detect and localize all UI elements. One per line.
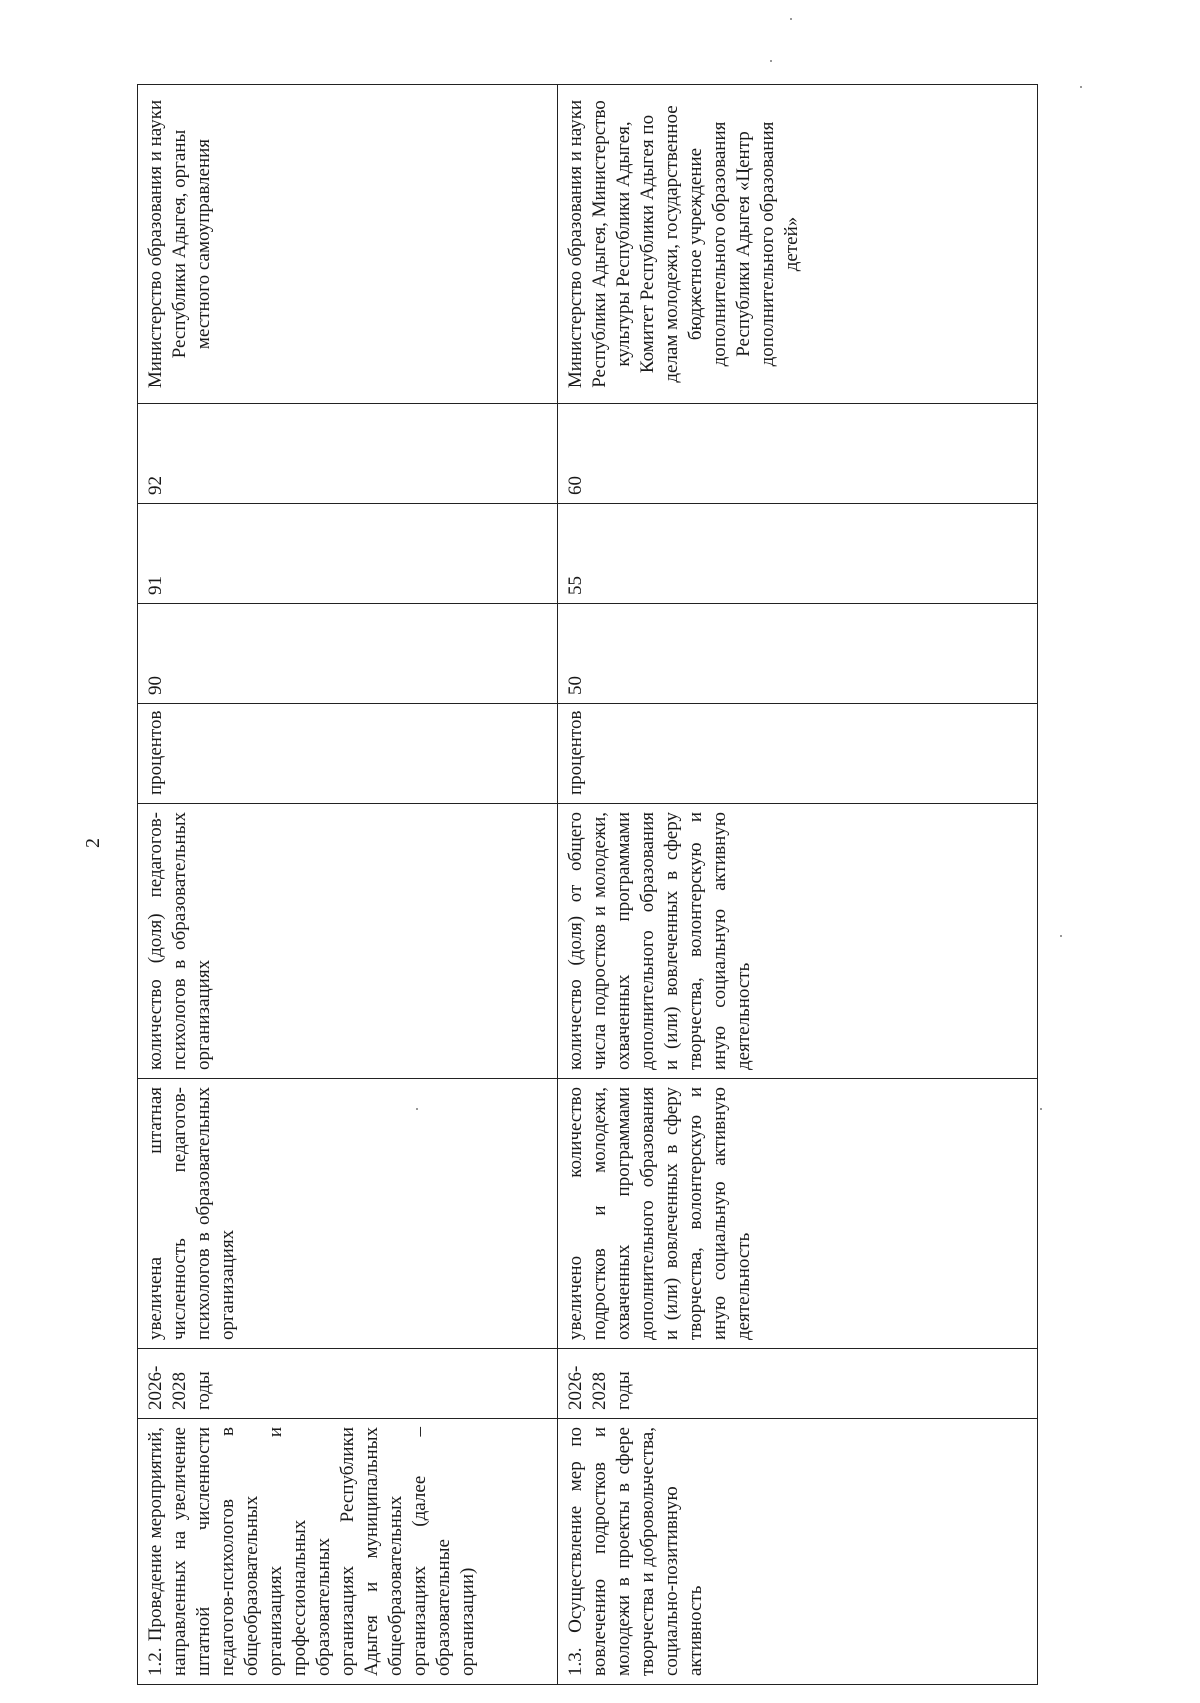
table-row [558,85,1038,1685]
scan-speck [1060,935,1062,937]
unit-cell: процентов [138,704,558,804]
value-2026-cell: 50 [558,604,1038,704]
value-2027-cell: 55 [558,504,1038,604]
scan-speck [790,18,792,20]
responsible-cell: Министерство образования и науки Республики Адыгея, органы местного самоуправления [138,85,558,404]
scan-speck [416,1108,418,1110]
period-cell: 2026-2028 годы [558,1349,1038,1419]
value-2028-cell: 92 [138,404,558,504]
value-2027-cell: 91 [138,504,558,604]
scan-speck [1040,1108,1042,1110]
scan-speck [1080,86,1082,88]
measure-cell: 1.3. Осуществление мер по вовлечению подростков и молодежи в проекты в сфере творчества и добровольчества, социально-позитивную активность [558,1419,1038,1685]
measure-cell: 1.2. Проведение мероприятий, направленных на увеличение штатной численности педагогов-психологов в общеобразовательных организациях и профессиональных образовательных организациях Республики Адыгея и муниципальных общеобразовательных организациях (далее – образовательные организации) [138,1419,558,1685]
table-row [138,85,558,1685]
period-cell: 2026-2028 годы [138,1349,558,1419]
result-cell: увеличено количество подростков и молодежи, охваченных программами дополнительного образования и (или) вовлеченных в сферу творчества, волонтерскую и иную социальную активную деятельность [558,1079,1038,1349]
indicator-cell: количество (доля) от общего числа подростков и молодежи, охваченных программами дополнительного образования и (или) вовлеченных в сферу творчества, волонтерскую и иную социальную активную деятельность [558,804,1038,1079]
page-number: 2 [82,838,104,848]
value-2028-cell: 60 [558,404,1038,504]
result-cell: увеличена штатная численность педагогов-психологов в образовательных организациях [138,1079,558,1349]
indicator-cell: количество (доля) педагогов-психологов в образовательных организациях [138,804,558,1079]
unit-cell: процентов [558,704,1038,804]
value-2026-cell: 90 [138,604,558,704]
responsible-cell: Министерство образования и науки Республики Адыгея, Министерство культуры Республики Адыгея, Комитет Республики Адыгея по делам молодежи, государственное бюджетное учреждение дополнительного образования Республики Адыгея «Центр дополнительного образования детей» [558,85,1038,404]
table-container [137,85,1037,1685]
measures-table [137,84,1038,1685]
scan-speck [770,60,772,62]
